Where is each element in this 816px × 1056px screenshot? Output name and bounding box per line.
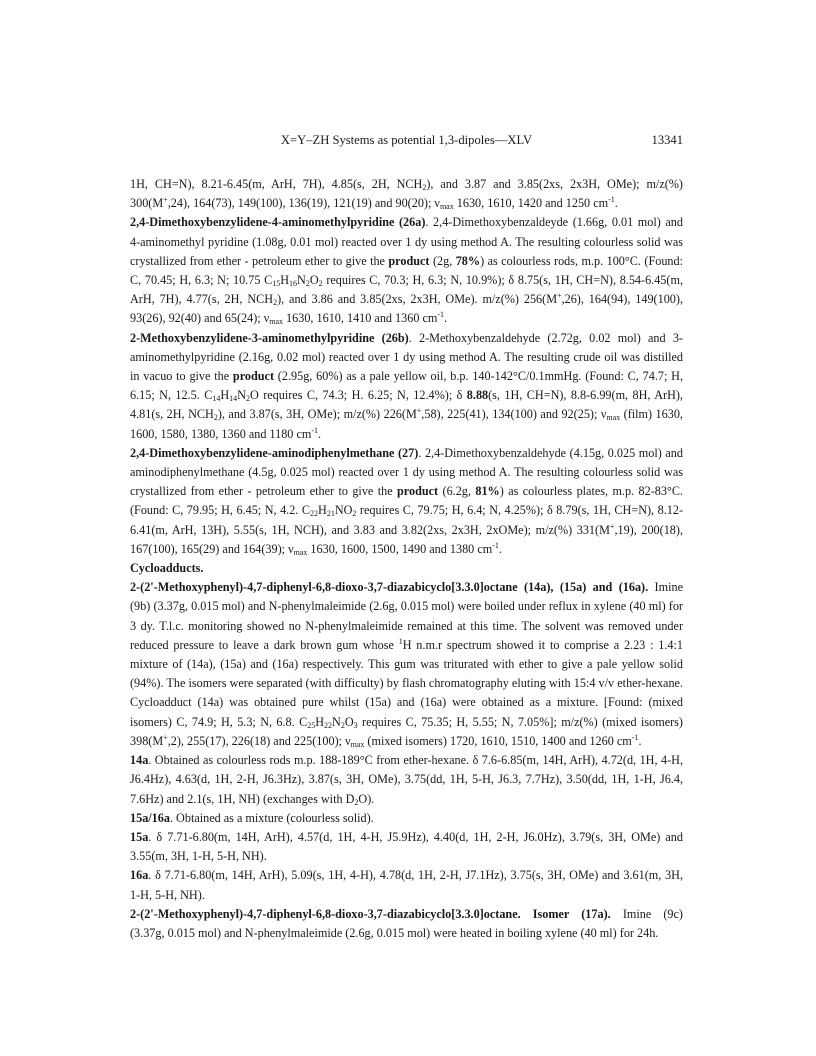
paragraph: 1H, CH=N), 8.21-6.45(m, ArH, 7H), 4.85(s, 2H, $NCH_2$), and 3.87 and 3.85(2xs, 2x3H, OMe); m/z(%) 300(M+,24), 164(73), 149(100), 136(19), 121(19) and 90(20); $\nu_{max}$ 1630, 1610, 1420 and 1250 $cm^{-1}$. [130, 177, 683, 212]
paragraph: 15a/16a. Obtained as a mixture (colourless solid). [130, 810, 374, 825]
section-heading: Cycloadducts. [130, 561, 204, 576]
paragraph: 2-(2'-Methoxyphenyl)-4,7-diphenyl-6,8-dioxo-3,7-diazabicyclo[3.3.0]octane. Isomer (17a). Imine (9c) (3.37g, 0.015 mol) and N-phenylmaleimide (2.6g, 0.015 mol) were heated in boiling xylene (40 ml) for 24h. [130, 906, 683, 940]
body-text [130, 175, 683, 943]
running-title: X=Y–ZH Systems as potential 1,3-dipoles—XLV [280, 133, 533, 147]
paragraph: 14a. Obtained as colourless rods m.p. 188-189°C from ether-hexane. δ 7.6-6.85(m, 14H, ArH), 4.72(d, 1H, 4-H, J6.4Hz), 4.63(d, 1H, 2-H, J6.3Hz), 3.87(s, 3H, OMe), 3.75(dd, 1H, 5-H, J6.3, 7.7Hz), 3.50(dd, 1H, 1-H, J6.4, 7.6Hz) and 2.1(s, 1H, NH) (exchanges with $D_2O$). [130, 753, 683, 807]
paragraph: 2-(2'-Methoxyphenyl)-4,7-diphenyl-6,8-dioxo-3,7-diazabicyclo[3.3.0]octane (14a), (15a) and (16a). Imine (9b) (3.37g, 0.015 mol) and N-phenylmaleimide (2.6g, 0.015 mol) were boiled under reflux in xylene (40 ml) for 3 dy. T.l.c. monitoring showed no N-phenylmaleimide remained at this time. The solvent was removed under reduced pressure to leave a dark brown gum whose $^1$H n.m.r spectrum showed it to comprise a 2.23 : 1.4:1 mixture of (14a), (15a) and (16a) respectively. This gum was triturated with ether to give a pale yellow solid (94%). The isomers were separated (with difficulty) by flash chromatography eluting with 15:4 v/v ether-hexane. Cycloadduct (14a) was obtained pure whilst (15a) and (16a) were obtained as a mixture. [Found: (mixed isomers) C, 74.9; H, 5.3; N, 6.8. $C_{25}H_{22}N_2O_3$ requires C, 75.35; H, 5.55; N, 7.05%]; m/z(%) (mixed isomers) 398(M+,2), 255(17), 226(18) and 225(100); $\nu_{max}$ (mixed isomers) 1720, 1610, 1510, 1400 and 1260 $cm^{-1}$. [130, 580, 683, 749]
page-header [130, 133, 683, 151]
paragraph: 2-Methoxybenzylidene-3-aminomethylpyridine (26b). 2-Methoxybenzaldehyde (2.72g, 0.02 mol) and 3-aminomethylpyridine (2.16g, 0.02 mol) reacted over 1 dy using method A. The resulting crude oil was distilled in vacuo to give the product (2.95g, 60%) as a pale yellow oil, b.p. 140-142°C/0.1mmHg. (Found: C, 74.7; H, 6.15; N, 12.5. $C_{14}H_{14}N_2O$ requires C, 74.3; H. 6.25; N, 12.4%); δ 8.88(s, 1H, CH=N), 8.8-6.99(m, 8H, ArH), 4.81(s, 2H, $NCH_2$), and 3.87(s, 3H, OMe); m/z(%) 226(M+,58), 225(41), 134(100) and 92(25); $\nu_{max}$ (film) 1630, 1600, 1580, 1380, 1360 and 1180 $cm^{-1}$. [130, 330, 683, 441]
page-number: 13341 [651, 133, 683, 147]
paragraph: 16a. δ 7.71-6.80(m, 14H, ArH), 5.09(s, 1H, 4-H), 4.78(d, 1H, 2-H, J7.1Hz), 3.75(s, 3H, OMe) and 3.61(m, 3H, 1-H, 5-H, NH). [130, 868, 683, 902]
paragraph: 15a. δ 7.71-6.80(m, 14H, ArH), 4.57(d, 1H, 4-H, J5.9Hz), 4.40(d, 1H, 2-H, J6.0Hz), 3.79(s, 3H, OMe) and 3.55(m, 3H, 1-H, 5-H, NH). [130, 829, 683, 864]
paragraph: 2,4-Dimethoxybenzylidene-4-aminomethylpyridine (26a). 2,4-Dimethoxybenzaldeyde (1.66g, 0.01 mol) and 4-aminomethyl pyridine (1.08g, 0.01 mol) reacted over 1 dy using method A. The resulting colourless solid was crystallized from ether - petroleum ether to give the product (2g, 78%) as colourless rods, m.p. 100°C. (Found: C, 70.45; H, 6.3; N; 10.75 $C_{15}H_{16}N_2O_2$ requires C, 70.3; H, 6.3; N, 10.9%); δ 8.75(s, 1H, CH=N), 8.54-6.45(m, ArH, 7H), 4.77(s, 2H, $NCH_2$), and 3.86 and 3.85(2xs, 2x3H, OMe). m/z(%) 256(M+,26), 164(94), 149(100), 93(26), 92(40) and 65(24); $\nu_{max}$ 1630, 1610, 1410 and 1360 $cm^{-1}$. [130, 215, 684, 327]
paragraph: 2,4-Dimethoxybenzylidene-aminodiphenylmethane (27). 2,4-Dimethoxybenzaldehyde (4.15g, 0.025 mol) and aminodiphenylmethane (4.5g, 0.025 mol) reacted over 1 dy using method A. The resulting colourless solid was crystallized from ether - petroleum ether to give the product (6.2g, 81%) as colourless plates, m.p. 82-83°C. (Found: C, 79.95; H, 6.45; N, 4.2. $C_{22}H_{21}NO_2$ requires C, 79.75; H, 6.4; N, 4.25%); δ 8.79(s, 1H, CH=N), 8.12-6.41(m, ArH, 13H), 5.55(s, 1H, NCH), and 3.83 and 3.82(2xs, 2x3H, 2xOMe); m/z(%) 331(M+,19), 200(18), 167(100), 165(29) and 164(39); $\nu_{max}$ 1630, 1600, 1500, 1490 and 1380 $cm^{-1}$. [130, 445, 684, 557]
